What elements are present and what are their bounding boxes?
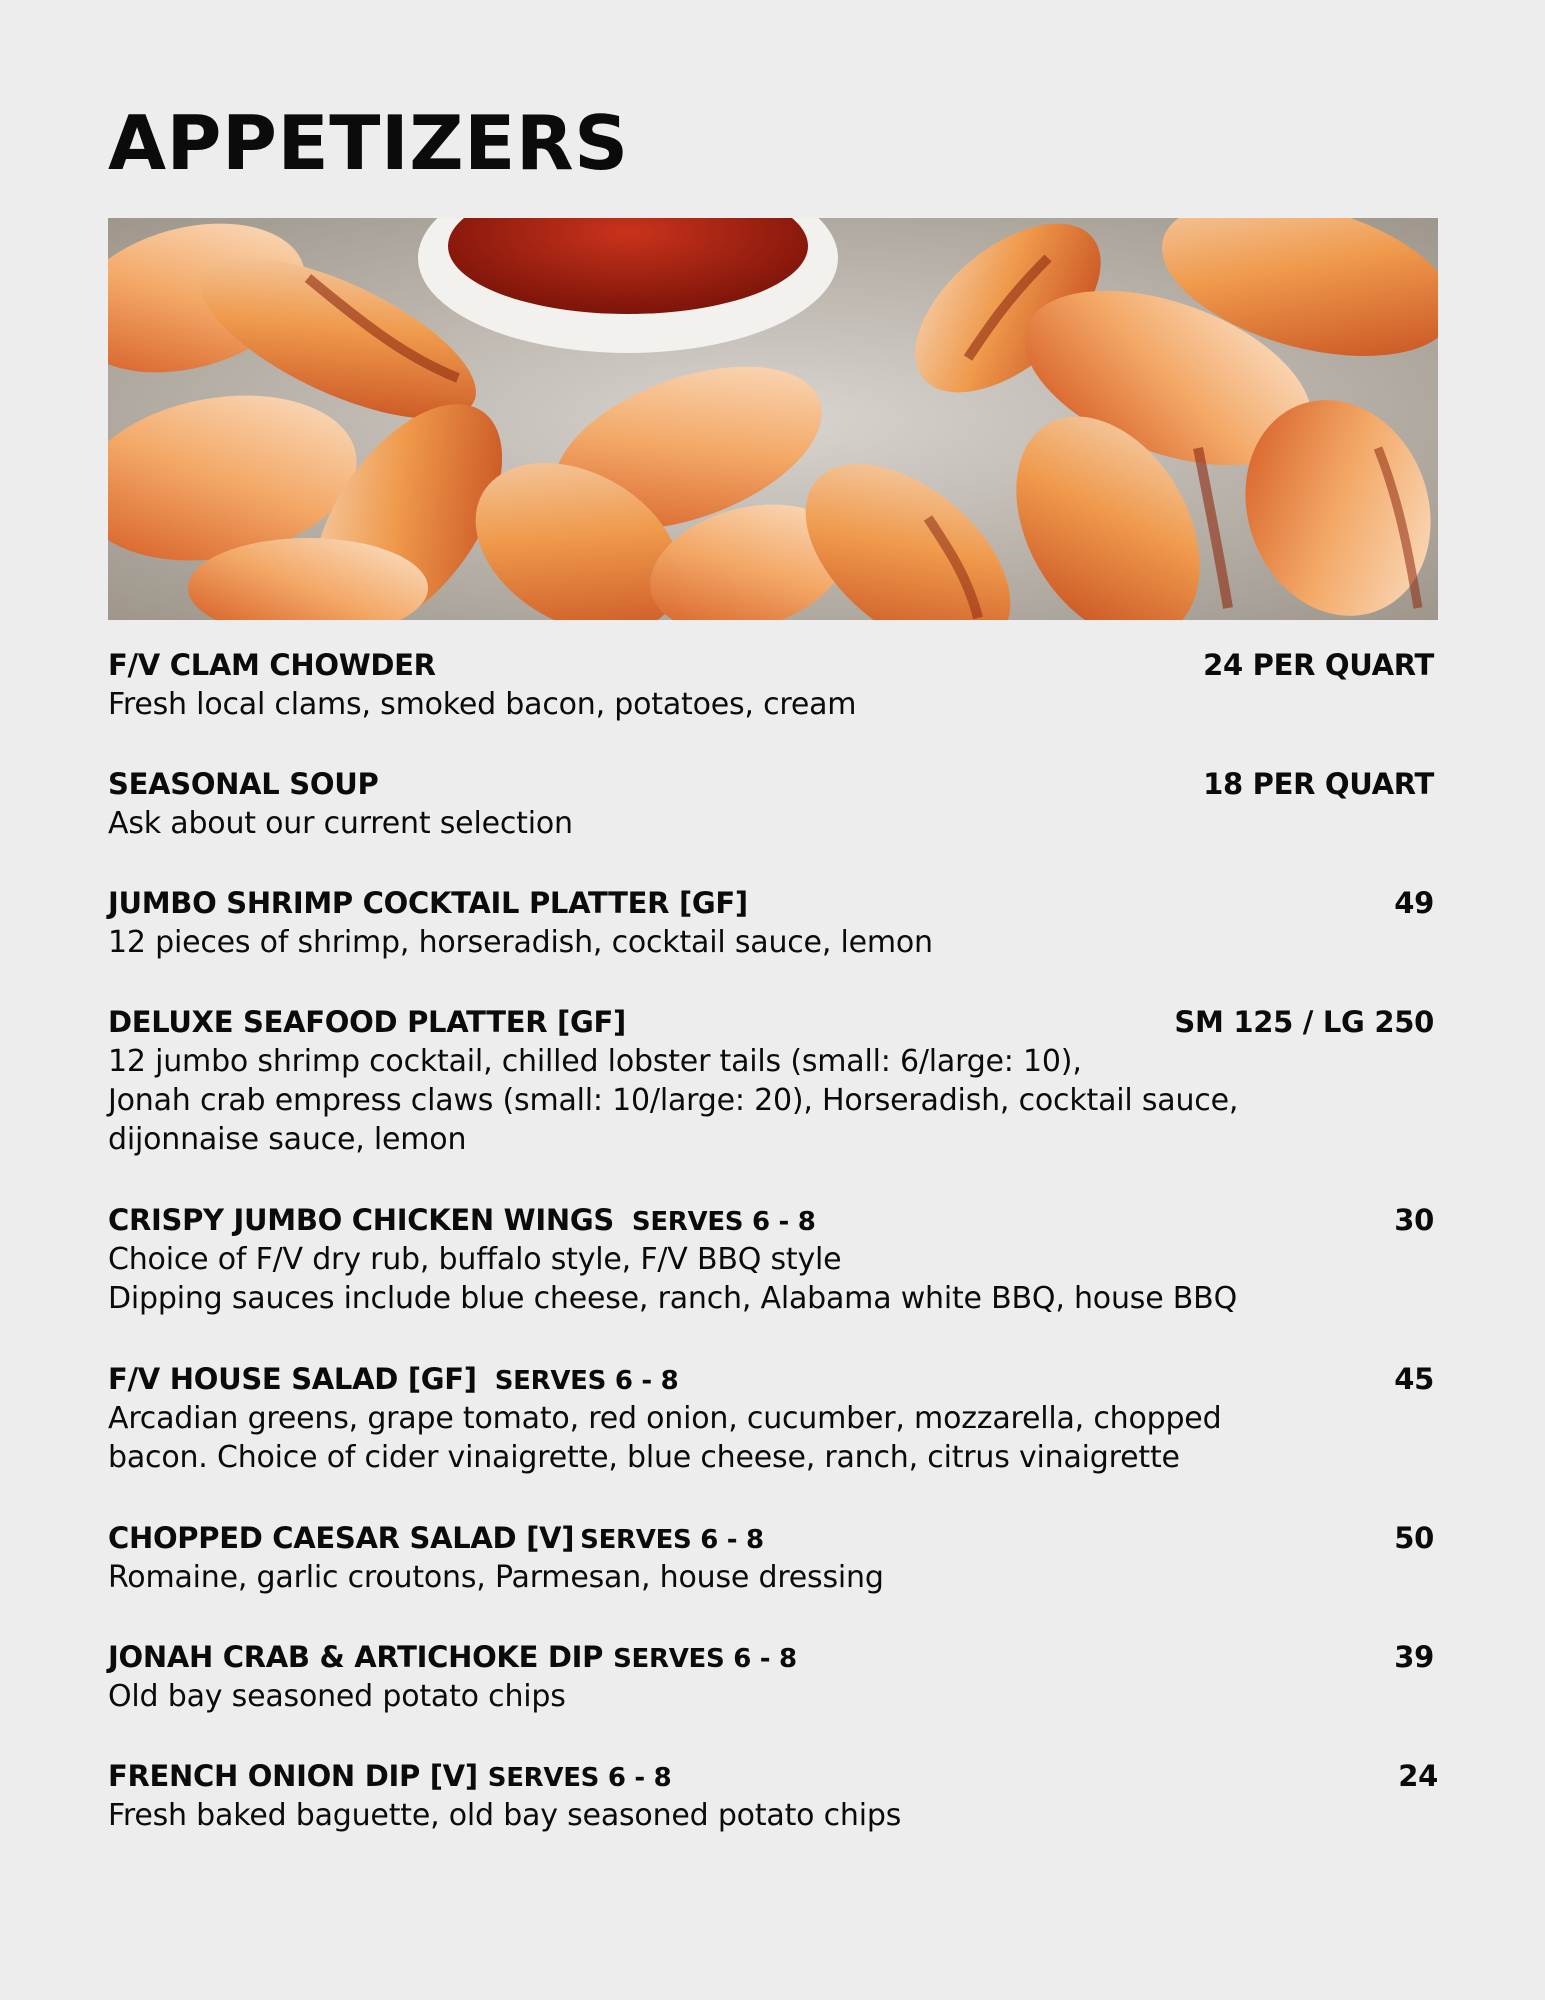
item-description: Fresh baked baguette, old bay seasoned potato chips [108, 1798, 902, 1833]
hero-image [108, 218, 1438, 620]
item-name: F/V CLAM CHOWDER [108, 648, 436, 682]
shrimp-platter-image [108, 218, 1438, 620]
item-name: SEASONAL SOUP [108, 767, 379, 801]
item-serves: SERVES 6 - 8 [494, 1366, 679, 1396]
item-name: DELUXE SEAFOOD PLATTER [GF] [108, 1005, 626, 1039]
item-price: 39 [1394, 1640, 1434, 1674]
menu-item [108, 1518, 1438, 1597]
item-name-text: FRENCH ONION DIP [V] [108, 1759, 478, 1793]
item-description: 12 jumbo shrimp cocktail, chilled lobster tails (small: 6/large: 10), [108, 1044, 1082, 1079]
item-serves: SERVES 6 - 8 [631, 1207, 816, 1237]
item-price: 30 [1394, 1203, 1434, 1237]
menu-item [108, 1002, 1438, 1159]
menu-item [108, 645, 1438, 724]
item-name [108, 1637, 797, 1679]
item-price: 24 [1398, 1759, 1438, 1793]
item-price: 18 PER QUART [1203, 767, 1434, 801]
item-name [108, 1756, 671, 1798]
item-description: Fresh local clams, smoked bacon, potatoes, cream [108, 687, 857, 722]
item-name: JUMBO SHRIMP COCKTAIL PLATTER [GF] [108, 886, 748, 920]
item-name-text: CHOPPED CAESAR SALAD [V] [108, 1521, 575, 1555]
item-name-text: CRISPY JUMBO CHICKEN WINGS [108, 1203, 614, 1237]
page-title: APPETIZERS [108, 99, 629, 187]
menu-item [108, 1359, 1438, 1477]
item-description: Choice of F/V dry rub, buffalo style, F/V BBQ style [108, 1242, 842, 1277]
menu-item [108, 1756, 1438, 1835]
item-name-text: JONAH CRAB & ARTICHOKE DIP [108, 1640, 604, 1674]
menu-item [108, 883, 1438, 962]
item-description: dijonnaise sauce, lemon [108, 1122, 467, 1157]
item-description: Arcadian greens, grape tomato, red onion, cucumber, mozzarella, chopped [108, 1401, 1222, 1436]
item-description: Jonah crab empress claws (small: 10/large: 20), Horseradish, cocktail sauce, [108, 1083, 1239, 1118]
item-description: 12 pieces of shrimp, horseradish, cocktail sauce, lemon [108, 925, 933, 960]
item-name [108, 1200, 816, 1242]
item-price: 49 [1394, 886, 1434, 920]
item-price: 50 [1394, 1521, 1434, 1555]
item-price: 45 [1394, 1362, 1434, 1396]
item-name [108, 1518, 764, 1560]
item-name [108, 1359, 678, 1401]
item-serves: SERVES 6 - 8 [613, 1644, 797, 1674]
item-description: Old bay seasoned potato chips [108, 1679, 566, 1714]
item-price: 24 PER QUART [1203, 648, 1434, 682]
item-description: Ask about our current selection [108, 806, 573, 841]
menu-item [108, 764, 1438, 843]
item-description: Dipping sauces include blue cheese, ranch, Alabama white BBQ, house BBQ [108, 1281, 1237, 1316]
menu-item [108, 1200, 1438, 1318]
item-name-text: F/V HOUSE SALAD [GF] [108, 1362, 477, 1396]
item-serves: SERVES 6 - 8 [487, 1763, 672, 1793]
menu-item [108, 1637, 1438, 1716]
item-price: SM 125 / LG 250 [1174, 1005, 1434, 1039]
item-description: bacon. Choice of cider vinaigrette, blue cheese, ranch, citrus vinaigrette [108, 1440, 1180, 1475]
item-description: Romaine, garlic croutons, Parmesan, house dressing [108, 1560, 884, 1595]
item-serves: SERVES 6 - 8 [580, 1525, 764, 1555]
